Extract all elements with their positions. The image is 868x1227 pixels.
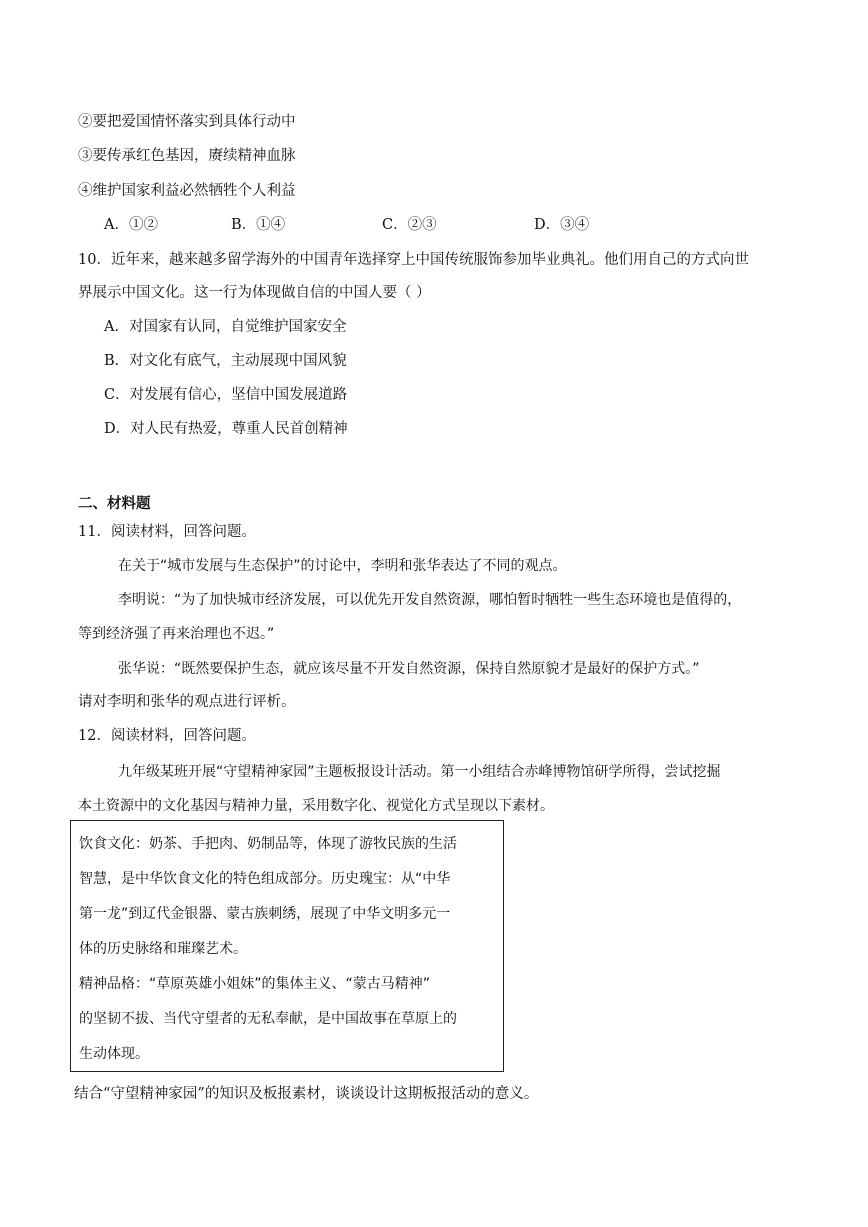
q11-material-intro: 在关于“城市发展与生态保护”的讨论中，李明和张华表达了不同的观点。	[118, 558, 567, 574]
q12-question: 结合“守望精神家园”的知识及板报素材，谈谈设计这期板报活动的意义。	[74, 1086, 539, 1102]
q11-question: 请对李明和张华的观点进行评析。	[78, 694, 296, 710]
q10-option-c: C．对发展有信心，坚信中国发展道路	[104, 387, 348, 403]
q12-material-line1: 九年级某班开展“守望精神家园”主题板报设计活动。第一小组结合赤峰博物馆研学所得，尝试挖掘	[118, 764, 721, 780]
q11-liming-quote-line2: 等到经济强了再来治理也不迟。”	[78, 626, 275, 642]
q12-box-line: 体的历史脉络和璀璨艺术。	[79, 941, 247, 957]
q12-box-line: 饮食文化：奶茶、手把肉、奶制品等，体现了游牧民族的生活	[79, 836, 457, 852]
q11-heading: 11．阅读材料，回答问题。	[78, 524, 256, 540]
q10-option-a: A．对国家有认同，自觉维护国家安全	[104, 319, 347, 335]
q9-statement-3: ③要传承红色基因，赓续精神血脉	[78, 148, 296, 164]
q12-box-line: 第一龙”到辽代金银器、蒙古族刺绣，展现了中华文明多元一	[79, 906, 451, 922]
q12-box-line: 生动体现。	[79, 1046, 149, 1062]
q11-zhanghua-quote: 张华说：“既然要保护生态，就应该尽量不开发自然资源，保持自然原貌才是最好的保护方式。”	[118, 661, 700, 677]
q9-option-a: A．①②	[104, 217, 158, 233]
q12-box-line: 精神品格：“草原英雄小姐妹”的集体主义、“蒙古马精神”	[79, 976, 431, 992]
q11-liming-quote-line1: 李明说：“为了加快城市经济发展，可以优先开发自然资源，哪怕暂时牺牲一些生态环境也是值得的，	[118, 592, 742, 608]
q12-box-line: 智慧，是中华饮食文化的特色组成部分。历史瑰宝：从“中华	[79, 871, 451, 887]
q9-statement-4: ④维护国家利益必然牺牲个人利益	[78, 183, 296, 199]
q12-heading: 12．阅读材料，回答问题。	[78, 728, 256, 744]
q9-option-c: C．②③	[382, 217, 437, 233]
q10-option-b: B．对文化有底气，主动展现中国风貌	[104, 353, 347, 369]
q9-option-b: B．①④	[231, 217, 286, 233]
q12-material-line2: 本土资源中的文化基因与精神力量，采用数字化、视觉化方式呈现以下素材。	[78, 798, 554, 814]
q10-stem-line1: 10．近年来，越来越多留学海外的中国青年选择穿上中国传统服饰参加毕业典礼。他们用自己的方式向世	[78, 252, 749, 268]
q10-stem-line2: 界展示中国文化。这一行为体现做自信的中国人要（ ）	[78, 285, 431, 301]
q12-box-line: 的坚韧不拔、当代守望者的无私奉献，是中国故事在草原上的	[79, 1011, 457, 1027]
q9-statement-2: ②要把爱国情怀落实到具体行动中	[78, 114, 296, 130]
q10-option-d: D．对人民有热爱，尊重人民首创精神	[104, 421, 348, 437]
section-title: 二、材料题	[78, 495, 151, 512]
q9-option-d: D．③④	[534, 217, 590, 233]
